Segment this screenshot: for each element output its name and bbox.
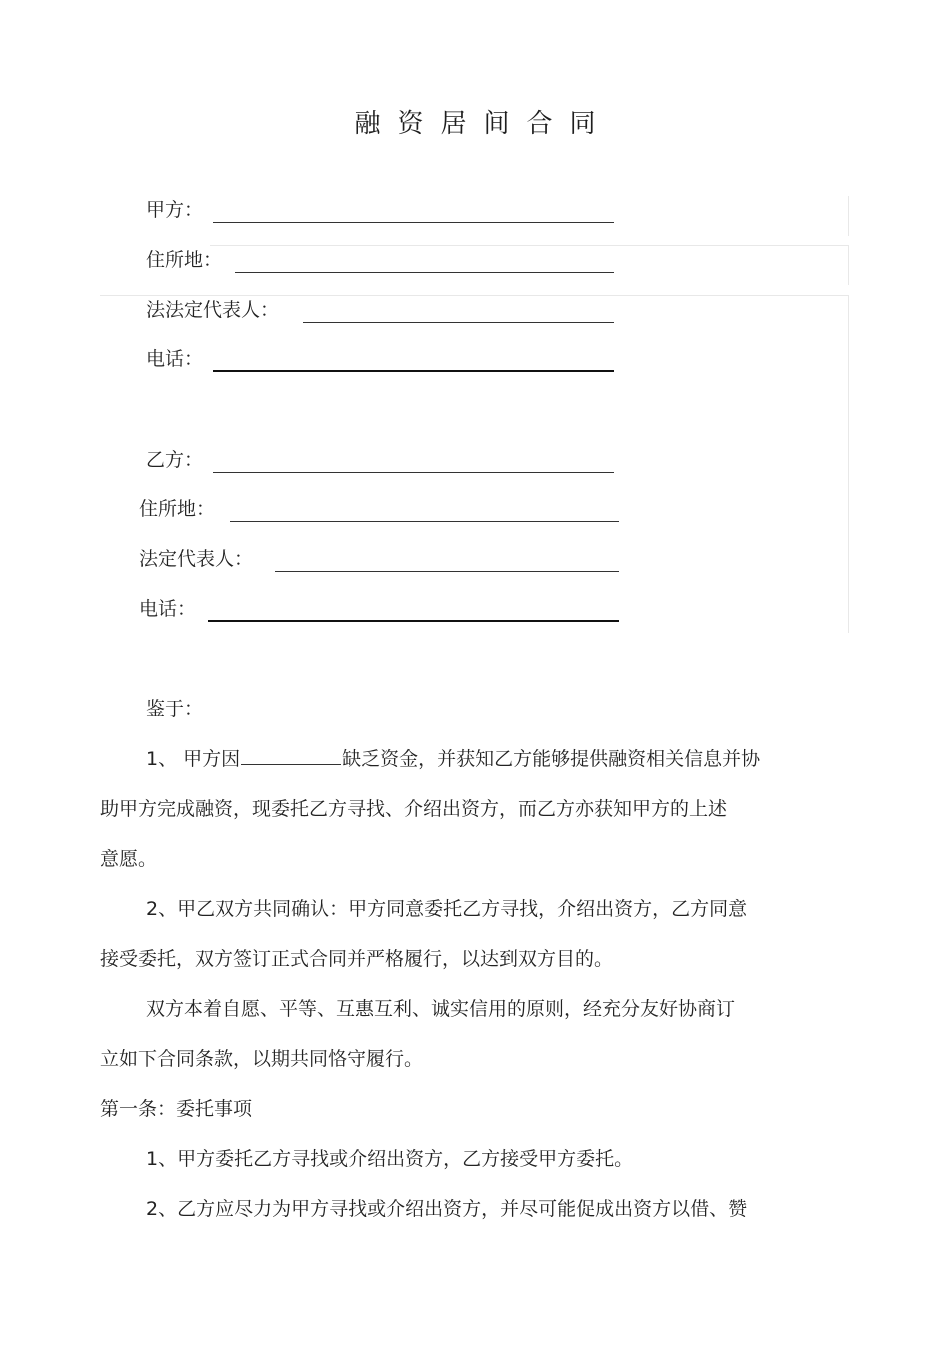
party-b-address-field (139, 494, 619, 524)
recital-2-line-2-text: 接受委托，双方签订正式合同并严格履行，以达到双方目的。 (100, 948, 614, 970)
party-a-rep-field (146, 295, 614, 325)
party-b-address-label: 住所地： (139, 498, 216, 520)
party-a-phone-blank (213, 370, 614, 372)
article-1-item-1 (146, 1134, 871, 1184)
party-b-phone-label: 电话： (139, 598, 197, 620)
article-1-heading (100, 1084, 825, 1134)
recital-1-line-3-text: 意愿。 (100, 848, 158, 870)
party-a-name-label: 甲方： (146, 199, 204, 221)
frame-right-top (848, 196, 849, 236)
recital-2-line-1 (146, 884, 871, 934)
party-b-address-blank (230, 521, 619, 522)
party-b-rep-label: 法定代表人： (139, 548, 254, 570)
whereas-text: 鉴于： (146, 698, 204, 720)
party-b-name-field (146, 445, 614, 475)
document-title: 融资居间合同 (354, 109, 613, 139)
party-b-rep-blank (275, 571, 619, 572)
frame-right-lower (848, 295, 849, 633)
recital-1-line-3 (100, 834, 825, 884)
party-b-name-blank (213, 472, 614, 473)
article-1-item-1-text: 1、甲方委托乙方寻找或介绍出资方，乙方接受甲方委托。 (146, 1148, 634, 1170)
party-a-phone-label: 电话： (146, 348, 204, 370)
recital-1-suffix: 缺乏资金，并获知乙方能够提供融资相关信息并协 (342, 748, 761, 770)
principles-line-2-text: 立如下合同条款，以期共同恪守履行。 (100, 1048, 424, 1070)
principles-line-1-text: 双方本着自愿、平等、互惠互利、诚实信用的原则，经充分友好协商订 (146, 998, 736, 1020)
recital-1-line-2 (100, 784, 825, 834)
party-b-rep-field (139, 544, 619, 574)
party-b-phone-blank (208, 620, 619, 622)
article-1-item-2 (146, 1184, 871, 1234)
recital-1-line-2-text: 助甲方完成融资，现委托乙方寻找、介绍出资方，而乙方亦获知甲方的上述 (100, 798, 728, 820)
frame-right-mid (848, 245, 849, 285)
principles-line-2 (100, 1034, 825, 1084)
recital-2-line-2 (100, 934, 825, 984)
whereas-heading (146, 684, 871, 734)
recital-1-reason-blank (241, 744, 341, 765)
party-a-name-blank (213, 222, 614, 223)
party-a-address-blank (235, 272, 614, 273)
party-a-address-label: 住所地： (146, 249, 223, 271)
article-1-item-2-text: 2、乙方应尽力为甲方寻找或介绍出资方，并尽可能促成出资方以借、赞 (146, 1198, 748, 1220)
article-1-heading-text: 第一条：委托事项 (100, 1098, 253, 1120)
party-a-phone-field (146, 344, 614, 374)
party-b-phone-field (139, 594, 619, 624)
recital-1-prefix: 1、 甲方因 (146, 748, 241, 770)
recital-2-line-1-text: 2、甲乙双方共同确认：甲方同意委托乙方寻找，介绍出资方，乙方同意 (146, 898, 748, 920)
party-a-name-field (146, 195, 614, 225)
recital-1-line-1 (146, 734, 871, 784)
party-b-name-label: 乙方： (146, 449, 204, 471)
party-a-address-field (146, 245, 614, 275)
party-a-rep-label: 法法定代表人： (146, 299, 280, 321)
party-a-rep-blank (303, 322, 614, 323)
principles-line-1 (146, 984, 871, 1034)
